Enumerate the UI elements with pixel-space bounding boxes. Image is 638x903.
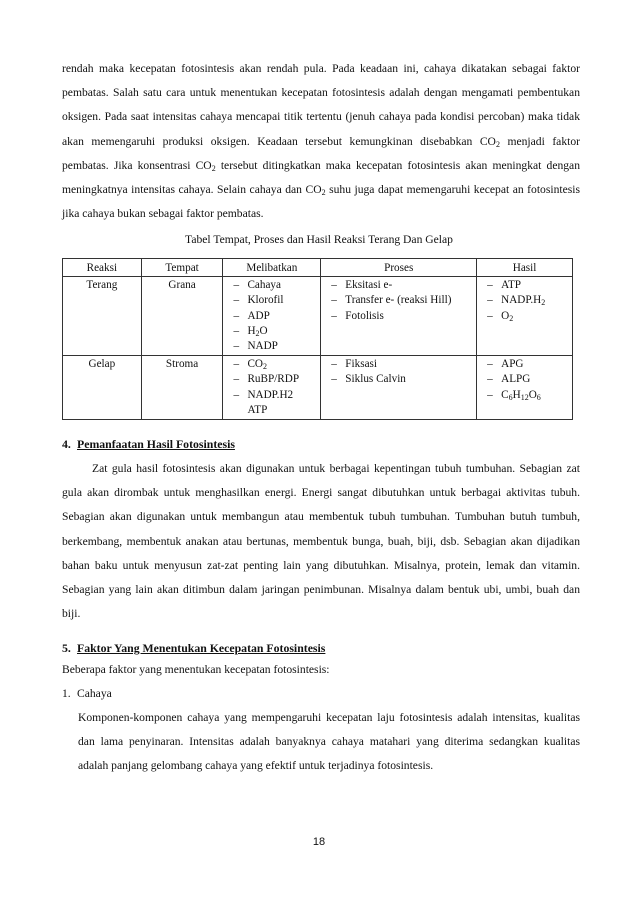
list-item-1-body: Komponen-komponen cahaya yang mempengaruhi kecepatan laju fotosintesis adalah intensitas, kualitas dan lama penyinaran. Intensitas adalah banyaknya cahaya matahari yang diterima sedangkan kualitas adalah panjang gelombang cahaya yang efektif untuk terjadinya fotosintesis. <box>78 711 580 773</box>
section-4-body: Zat gula hasil fotosintesis akan digunakan untuk berbagai kepentingan tubuh tumbuhan. Sebagian zat gula akan dirombak untuk menghasilkan energi. Energi sangat dibutuhkan untuk berbagai aktivitas tubuh. Sebagian akan digunakan untuk membangun atau membentuk tubuh tumbuhan. Tumbuhan butuh tumbuh, berkembang, membentuk anakan atau bertunas, membentuk bunga, buah, biji, dsb. Sebagian akan dijadikan bahan baku untuk menyusun zat-zat penting lain yang dibutuhkan. Misalnya, protein, lemak dan vitamin. Sebagian yang lain akan ditimbun dalam jaringan penimbunan. Misalnya dalam bentuk ubi, umbi, buah dan biji. <box>62 462 580 621</box>
section-4-heading: 4. Pemanfaatan Hasil Fotosintesis <box>62 437 235 451</box>
list-item: – APG <box>487 357 570 372</box>
list-item: – $H_2O$ <box>233 324 318 339</box>
list-item: – Transfer e- (reaksi Hill) <box>331 293 474 308</box>
list-item: – $C_6H_{12}O_6$ <box>487 388 570 403</box>
cell-tempat: Grana <box>141 277 223 356</box>
list-item: – $CO_2$ <box>233 357 318 372</box>
cell-tempat: Stroma <box>141 356 223 420</box>
table-header-row <box>63 259 573 277</box>
list-item: – RuBP/RDP <box>233 372 318 387</box>
list-item: – Eksitasi e- <box>331 278 474 293</box>
cell-melibatkan <box>223 277 321 356</box>
list-item: – Fotolisis <box>331 309 474 324</box>
table-row <box>63 277 573 356</box>
list-item: – $O_2$ <box>487 309 570 324</box>
cell-reaksi: Terang <box>63 277 142 356</box>
list-item-1-title: 1. Cahaya <box>62 687 112 700</box>
list-item: – NADP.H2 <box>233 388 318 403</box>
cell-melibatkan <box>223 356 321 420</box>
table-caption: Tabel Tempat, Proses dan Hasil Reaksi Terang Dan Gelap <box>185 233 453 246</box>
header-proses: Proses <box>321 259 477 277</box>
header-reaksi: Reaksi <box>63 259 142 277</box>
list-item: – Klorofil <box>233 293 318 308</box>
section-5-heading: 5. Faktor Yang Menentukan Kecepatan Fotosintesis <box>62 641 326 655</box>
list-item: – ADP <box>233 309 318 324</box>
cell-reaksi: Gelap <box>63 356 142 420</box>
section-5-intro: Beberapa faktor yang menentukan kecepatan fotosintesis: <box>62 663 330 676</box>
header-hasil: Hasil <box>477 259 573 277</box>
reaction-table <box>62 258 573 420</box>
list-item: – Siklus Calvin <box>331 372 474 387</box>
list-item: – Fiksasi <box>331 357 474 372</box>
list-item: – ATP <box>487 278 570 293</box>
cell-proses <box>321 277 477 356</box>
header-melibatkan: Melibatkan <box>223 259 321 277</box>
cell-hasil <box>477 356 573 420</box>
list-item: – NADP <box>233 339 318 354</box>
list-item: – ALPG <box>487 372 570 387</box>
cell-proses <box>321 356 477 420</box>
table-row <box>63 356 573 420</box>
header-tempat: Tempat <box>141 259 223 277</box>
list-item: – $NADP.H_2$ <box>487 293 570 308</box>
intro-paragraph: rendah maka kecepatan fotosintesis akan rendah pula. Pada keadaan ini, cahaya dikatakan sebagai faktor pembatas. Salah satu cara untuk menentukan kecepatan fotosintesis adalah dengan mengamati pembentukan oksigen. Pada saat intensitas cahaya mencapai titik tertentu (jenuh cahaya pada kondisi percoban) maka tidak akan memengaruhi produksi oksigen. Keadaan tersebut kemungkinan disebabkan $CO_2$ menjadi faktor pembatas. Jika konsentrasi $CO_2$ tersebut ditingkatkan maka kecepatan fotosintesis akan meningkat dengan meningkatnya intensitas cahaya. Selain cahaya dan $CO_2$ suhu juga dapat memengaruhi kecepat an fotosintesis jika cahaya bukan sebagai faktor pembatas. <box>62 62 580 221</box>
list-item: ATP <box>247 403 268 416</box>
page-number: 18 <box>312 836 326 848</box>
list-item: – Cahaya <box>233 278 318 293</box>
cell-hasil <box>477 277 573 356</box>
